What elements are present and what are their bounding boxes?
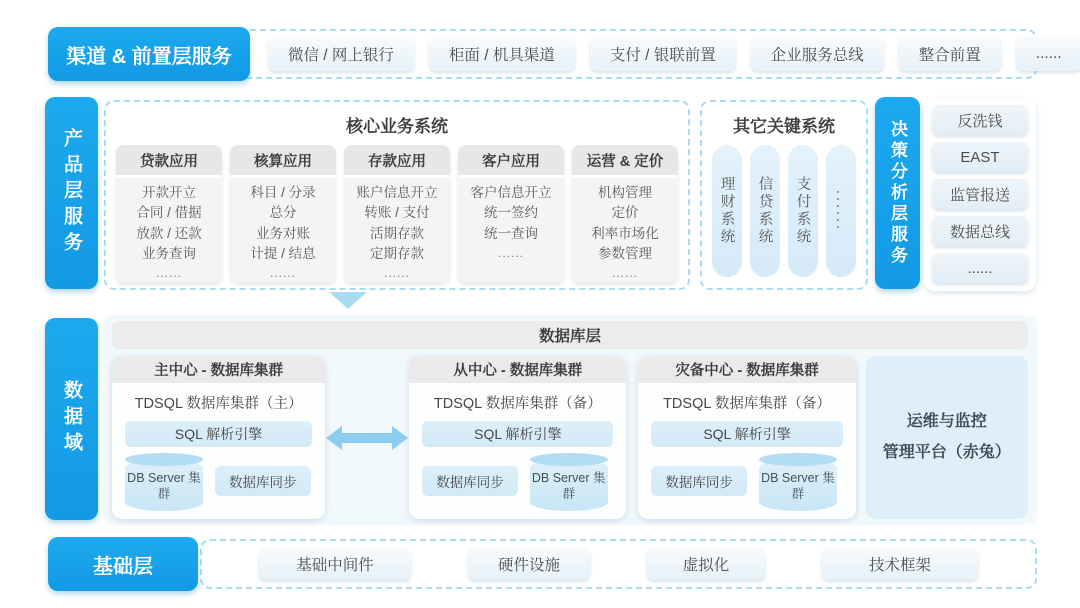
core-item: 计提 / 结息 xyxy=(250,245,316,261)
core-item: 业务查询 xyxy=(142,245,196,261)
sql-engine-bar: SQL 解析引擎 xyxy=(422,421,613,447)
decision-analysis-items xyxy=(924,99,1036,291)
db-server-cylinder-icon: DB Server 集群 xyxy=(759,459,837,511)
db-sync-box: 数据库同步 xyxy=(215,466,311,496)
core-item-more: ...... xyxy=(269,266,296,280)
other-systems-title: 其它关键系统 xyxy=(733,117,835,136)
secondary-db-cluster-card xyxy=(409,356,626,519)
db-sync-box: 数据库同步 xyxy=(422,466,518,496)
cluster-title: 主中心 - 数据库集群 xyxy=(112,356,325,383)
channel-item: 整合前置 xyxy=(899,37,1001,71)
channel-layer-container xyxy=(200,29,1062,79)
decision-analysis-layer-label: 决策分析层服务 xyxy=(875,97,920,289)
core-item: 利率市场化 xyxy=(591,225,659,241)
core-item: 统一签约 xyxy=(484,205,538,221)
core-column-customer: 客户应用 客户信息开立 统一签约 统一查询 ...... xyxy=(458,145,564,283)
core-item: 总分 xyxy=(269,205,297,221)
core-business-systems xyxy=(104,100,690,290)
core-item-more: ...... xyxy=(497,245,524,260)
core-item: 定价 xyxy=(611,205,639,221)
other-key-systems xyxy=(700,100,868,290)
channel-item: 支付 / 银联前置 xyxy=(590,37,736,71)
sql-engine-bar: SQL 解析引擎 xyxy=(125,421,312,447)
base-item: 硬件设施 xyxy=(468,548,590,580)
base-item: 虚拟化 xyxy=(647,548,765,580)
decision-item: 监管报送 xyxy=(932,179,1028,209)
cluster-title: 从中心 - 数据库集群 xyxy=(409,356,626,383)
cluster-title: 灾备中心 - 数据库集群 xyxy=(638,356,855,383)
system-pill-more: ...... xyxy=(826,145,856,277)
core-item-more: ...... xyxy=(155,266,182,280)
channel-item: 柜面 / 机具渠道 xyxy=(429,37,575,71)
system-pill-wealth: 理财系统 xyxy=(712,145,742,277)
system-pill-credit: 信贷系统 xyxy=(750,145,780,277)
core-column-operation-pricing: 运营 & 定价 机构管理 定价 利率市场化 参数管理 ...... xyxy=(572,145,678,283)
core-column-accounting: 核算应用 科目 / 分录 总分 业务对账 计提 / 结息 ...... xyxy=(230,145,336,283)
channel-item: 微信 / 网上银行 xyxy=(268,37,414,71)
core-item: 业务对账 xyxy=(256,225,310,241)
sync-arrow-icon xyxy=(325,423,409,453)
core-item: 活期存款 xyxy=(370,225,424,241)
ops-monitoring-panel: 运维与监控 管理平台（赤兔） xyxy=(866,356,1028,519)
sql-engine-bar: SQL 解析引擎 xyxy=(651,421,842,447)
core-item: 科目 / 分录 xyxy=(250,185,316,200)
data-domain-container xyxy=(103,315,1037,525)
core-item-more: ...... xyxy=(611,266,638,280)
primary-db-cluster-card xyxy=(112,356,325,519)
core-item: 机构管理 xyxy=(598,185,652,200)
db-server-cylinder-icon: DB Server 集群 xyxy=(530,459,608,511)
core-systems-title: 核心业务系统 xyxy=(346,117,448,136)
cluster-subtitle: TDSQL 数据库集群（主） xyxy=(134,396,303,412)
core-item: 统一查询 xyxy=(484,225,538,241)
data-domain-label: 数据域 xyxy=(45,318,98,520)
base-layer-container xyxy=(200,539,1037,589)
core-item: 账户信息开立 xyxy=(356,185,438,200)
db-server-cylinder-icon: DB Server 集群 xyxy=(125,459,203,511)
db-sync-box: 数据库同步 xyxy=(651,466,747,496)
core-item: 客户信息开立 xyxy=(470,185,552,200)
channel-item: 企业服务总线 xyxy=(751,37,884,71)
decision-item: 反洗钱 xyxy=(932,105,1028,135)
core-item: 定期存款 xyxy=(370,245,424,261)
base-item: 基础中间件 xyxy=(259,548,411,580)
base-item: 技术框架 xyxy=(822,548,978,580)
system-pill-payment: 支付系统 xyxy=(788,145,818,277)
core-columns xyxy=(116,145,678,283)
core-item: 参数管理 xyxy=(598,245,652,261)
decision-item-more: ...... xyxy=(932,253,1028,283)
decision-item: 数据总线 xyxy=(932,216,1028,246)
decision-item: EAST xyxy=(932,142,1028,172)
core-item-more: ...... xyxy=(383,266,410,280)
cluster-subtitle: TDSQL 数据库集群（备） xyxy=(663,396,831,412)
core-item: 放款 / 还款 xyxy=(136,225,202,241)
down-arrow-icon xyxy=(329,292,367,309)
channel-layer-label: 渠道 & 前置层服务 xyxy=(48,27,250,81)
database-layer-title: 数据库层 xyxy=(112,321,1028,349)
cluster-subtitle: TDSQL 数据库集群（备） xyxy=(433,396,602,412)
base-layer-label: 基础层 xyxy=(48,537,198,591)
core-column-loan: 贷款应用 开款开立 合同 / 借据 放款 / 还款 业务查询 ...... xyxy=(116,145,222,283)
disaster-recovery-db-cluster-card xyxy=(638,356,855,519)
product-layer-label: 产品层服务 xyxy=(45,97,98,289)
core-item: 转账 / 支付 xyxy=(364,205,430,221)
core-item: 合同 / 借据 xyxy=(136,205,202,221)
channel-item-more: ...... xyxy=(1016,37,1080,71)
core-column-deposit: 存款应用 账户信息开立 转账 / 支付 活期存款 定期存款 ...... xyxy=(344,145,450,283)
core-item: 开款开立 xyxy=(142,185,196,200)
